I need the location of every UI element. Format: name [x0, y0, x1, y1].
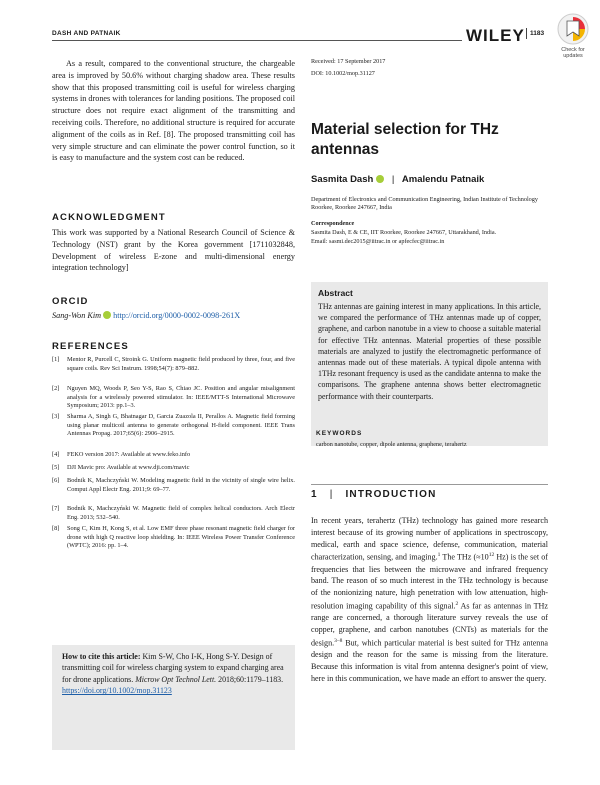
section-rule	[311, 484, 548, 485]
badge-label-line1: Check for	[561, 47, 585, 53]
orcid-heading: ORCID	[52, 296, 89, 307]
abstract-text: THz antennas are gaining interest in many applications. In this article, we compared the performance of THz antennas made up of copper, graphene, and carbon nanotube in a view to choose a suitable material for effective THz antennas. Material properties of these possible materials are analyzed to justify the electromagnetic performance of antennas made out of these materials. A typical dipole antenna with 1THz resonant frequency is used as the candidate antenna to make the comparisons. The graphene antenna shows better electromagnetic performance with their counterparts.	[318, 302, 541, 401]
reference-number: [5]	[52, 464, 60, 471]
page-number: 1183	[530, 30, 545, 37]
acknowledgment-body	[52, 227, 295, 274]
correspondence-line-1: Sasmita Dash, E & CE, IIT Roorkee, Roorkee 247667, Uttarakhand, India.	[311, 229, 497, 236]
doi-line: DOI: 10.1002/mop.31127	[311, 70, 375, 77]
article-title: Material selection for THz antennas	[311, 121, 499, 158]
reference-item	[52, 356, 295, 373]
header-rule	[52, 40, 462, 41]
check-for-updates-label[interactable]	[551, 47, 595, 59]
badge-label-line2: updates	[563, 53, 583, 59]
intro-text: In recent years, terahertz (THz) technology has gained more research interest because of its growing number of applications in spectroscopy, medical, earth and space science, defense, communication, material characterization, sensing, and imaging.$^1$ The THz ($\approx 10^{12}$ Hz) is the set of frequencies that lies between the microwave and infrared frequency band. The reason of so much interest in the THz technology is because of the nonionizing nature, high penetration with low attenuation, high-resolution imaging capability of this signal.$^2$ As far as antennas in THz range are concerned, a thorough literature survey reveals the use of copper, graphene, and carbon nanotubes (CNTs) as materials for the design.$^{3-8}$ But, which particular material is best suited for THz antenna design and the reason for the same is missing from the literature. Because this information is vital from antenna designer's point of view, here in this communication, we have made an effort to answer the query.	[311, 516, 548, 683]
citation-journal: Microw Opt Technol Lett.	[135, 674, 217, 684]
reference-item	[52, 413, 295, 439]
reference-text: Sharma A, Singh G, Bhatnagar D, Garcia Zuazola II, Perallos A. Magnetic field forming using planar multicoil antenna to generate orthogonal H-field component. IEEE Trans Antennas Propag. 2017;65(6): 2906–2915.	[67, 413, 295, 438]
check-for-updates-icon[interactable]	[556, 12, 590, 46]
section-separator: |	[329, 489, 334, 500]
reference-number: [1]	[52, 356, 60, 363]
reference-text: Nguyen MQ, Woods P, Seo Y-S, Rao S, Chiao JC. Position and angular misalignment analysis for a wirelessly powered stimulator. In: IEEE/MTT-S International Microwave Symposium; 2013: pp.1–3.	[67, 385, 295, 410]
reference-text: Bodnik K, Machczyński W. Magnetic field of complex helical conductors. Arch Electr Eng. 2013; 532–540.	[67, 505, 295, 521]
orcid-icon	[103, 311, 111, 319]
reference-item	[52, 464, 295, 473]
reference-number: [8]	[52, 525, 60, 532]
reference-text: Song C, Kim H, Kong S, et al. Low EMF three phase resonant magnetic field charger for drone with high Q reactive loop shielding. In: IEEE Wireless Power Transfer Conference (WPTC); 2016: pp. 1–4.	[67, 525, 295, 550]
section-title: INTRODUCTION	[345, 489, 437, 500]
citation-body: Kim S-W, Cho I-K, Hong S-Y. Design of transmitting coil for wireless charging system to expand charging area for drone applications.	[62, 652, 284, 684]
reference-number: [4]	[52, 451, 60, 458]
correspondence-heading: Correspondence	[311, 220, 355, 227]
running-head: DASH AND PATNAIK	[52, 30, 121, 37]
intro-section-heading	[311, 489, 437, 500]
orcid-icon[interactable]	[376, 175, 384, 183]
acknowledgment-text: This work was supported by a National Research Council of Science & Technology (NST) grant by the Korea government [1711032848, Development of wireless E-zone and multi-dimensional energy integration technology]	[52, 228, 295, 273]
keywords-heading: KEYWORDS	[316, 430, 363, 437]
reference-number: [7]	[52, 505, 60, 512]
author-1: Sasmita Dash	[311, 174, 374, 185]
left-intro-text: As a result, compared to the conventional structure, the chargeable area is improved by 50.6% without charging shadow area. These results show that this proposed transmitting coil is useful for wireless charging systems in drones with tolerances for landing positions. The proposed coil structure does not require exact alignment of the transmitting and receiving coils. Therefore, no additional structure is required for accurate alignment of the coils as in Ref. [8]. The proposed transmitting coil has very simple structure and can eliminate the power control function, so it is easy to manufacture and the system cost can be reduced.	[52, 59, 295, 163]
reference-item	[52, 451, 295, 460]
author-line	[311, 174, 484, 185]
correspondence-email: Email: sasmi.dec2015@iitrac.in or apfecfec@iitrac.in	[311, 238, 445, 245]
reference-number: [2]	[52, 385, 60, 392]
author-2: Amalendu Patnaik	[401, 174, 485, 185]
intro-paragraph	[311, 515, 548, 685]
author-separator: |	[391, 174, 395, 185]
orcid-author-name: Sang-Won Kim	[52, 311, 102, 320]
citation-details: 2018;60:1179–1183.	[218, 674, 284, 684]
reference-item	[52, 525, 295, 551]
citation-label: How to cite this article:	[62, 652, 141, 661]
header-divider	[526, 28, 527, 39]
orcid-line	[52, 311, 295, 320]
reference-item	[52, 477, 295, 494]
publisher-logo: WILEY	[466, 26, 525, 45]
left-intro-paragraph	[52, 58, 295, 164]
citation-doi-link[interactable]: https://doi.org/10.1002/mop.31123	[62, 686, 172, 696]
abstract-content	[318, 288, 541, 402]
references-heading: REFERENCES	[52, 341, 129, 352]
abstract-heading: Abstract	[318, 288, 353, 298]
reference-text: Bodnik K, Machczyński W. Modeling magnetic field in the vicinity of single wire helix. Comput Appl Electr Eng. 2011;9: 69–77.	[67, 477, 295, 493]
received-date: Received: 17 September 2017	[311, 58, 386, 65]
reference-item	[52, 385, 295, 411]
reference-text: FEKO version 2017: Available at www.feko.info	[67, 451, 191, 458]
reference-text: DJI Mavic pro: Available at www.dji.com/mavic	[67, 464, 190, 471]
acknowledgment-heading: ACKNOWLEDGMENT	[52, 212, 166, 223]
section-number: 1	[311, 489, 318, 500]
reference-number: [6]	[52, 477, 60, 484]
reference-number: [3]	[52, 413, 60, 420]
keywords-list: carbon nanotube, copper, dipole antenna, graphene, terahertz	[316, 441, 467, 448]
reference-text: Mentor R, Purcell C, Stroink G. Uniform magnetic field produced by three, four, and five square coils. Rev Sci Instrum. 1998;54(7): 879–882.	[67, 356, 295, 372]
citation-text	[62, 651, 287, 697]
affiliation: Department of Electronics and Communication Engineering, Indian Institute of Technology Roorkee, Roorkee 247667, India	[311, 196, 538, 212]
reference-item	[52, 505, 295, 522]
orcid-link[interactable]: http://orcid.org/0000-0002-0098-261X	[113, 311, 241, 320]
